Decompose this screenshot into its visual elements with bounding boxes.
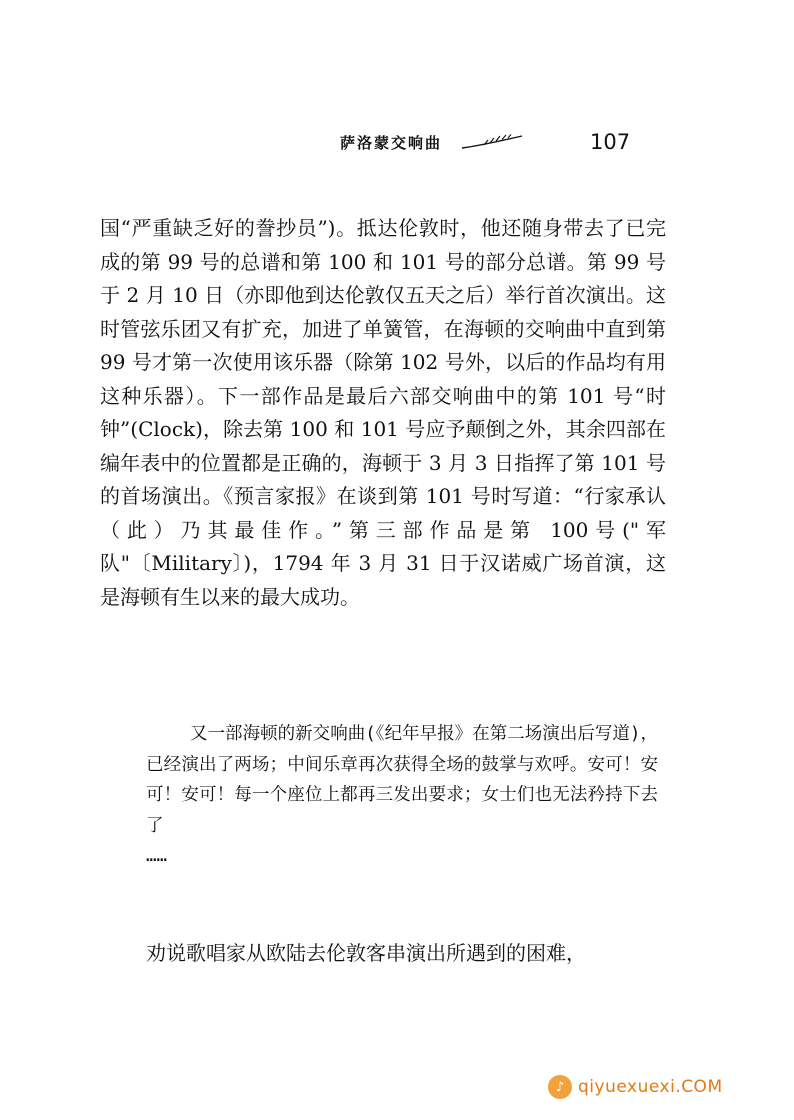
site-watermark [548, 1072, 723, 1102]
body-paragraph: 国“严重缺乏好的誊抄员”)。抵达伦敦时，他还随身带去了已完成的第 99 号的总谱和第 100 和 101 号的部分总谱。第 99 号于 2 月 10 日（亦即他到达伦敦仅五天之后）举行首次演出。这时管弦乐团又有扩充，加进了单簧管，在海顿的交响曲中直到第 99 号才第一次使用该乐器（除第 102 号外，以后的作品均有用这种乐器）。下一部作品是最后六部交响曲中的第 101 号“时钟”(Clock)，除去第 100 和 101 号应予颠倒之外，其余四部在编年表中的位置都是正确的，海顿于 3 月 3 日指挥了第 101 号的首场演出。《预言家报》在谈到第 101 号时写道：“行家承认（此）乃其最佳作。”第三部作品是第 100号("军队"〔Military〕)，1794 年 3 月 31 日于汉诺威广场首演，这是海顿有生以来的最大成功。 [100, 216, 666, 609]
music-note-icon: ♪ [548, 1075, 572, 1099]
page-number: 107 [590, 130, 631, 154]
continuation-paragraph: 劝说歌唱家从欧陆去伦敦客串演出所遇到的困难， [146, 941, 586, 965]
running-header [340, 128, 524, 156]
chapter-title: 萨洛蒙交响曲 [340, 133, 443, 152]
block-quote [146, 719, 658, 872]
feather-ornament-icon [460, 134, 524, 150]
watermark-text: qiyuexuexi.COM [578, 1077, 723, 1097]
quote-text: 又一部海顿的新交响曲(《纪年早报》在第二场演出后写道)，已经演出了两场；中间乐章再次获得全场的鼓掌与欢呼。安可！安可！安可！每一个座位上都再三发出要求；女士们也无法矜持下去了 [146, 724, 658, 836]
quote-ellipsis: …… [146, 846, 168, 866]
